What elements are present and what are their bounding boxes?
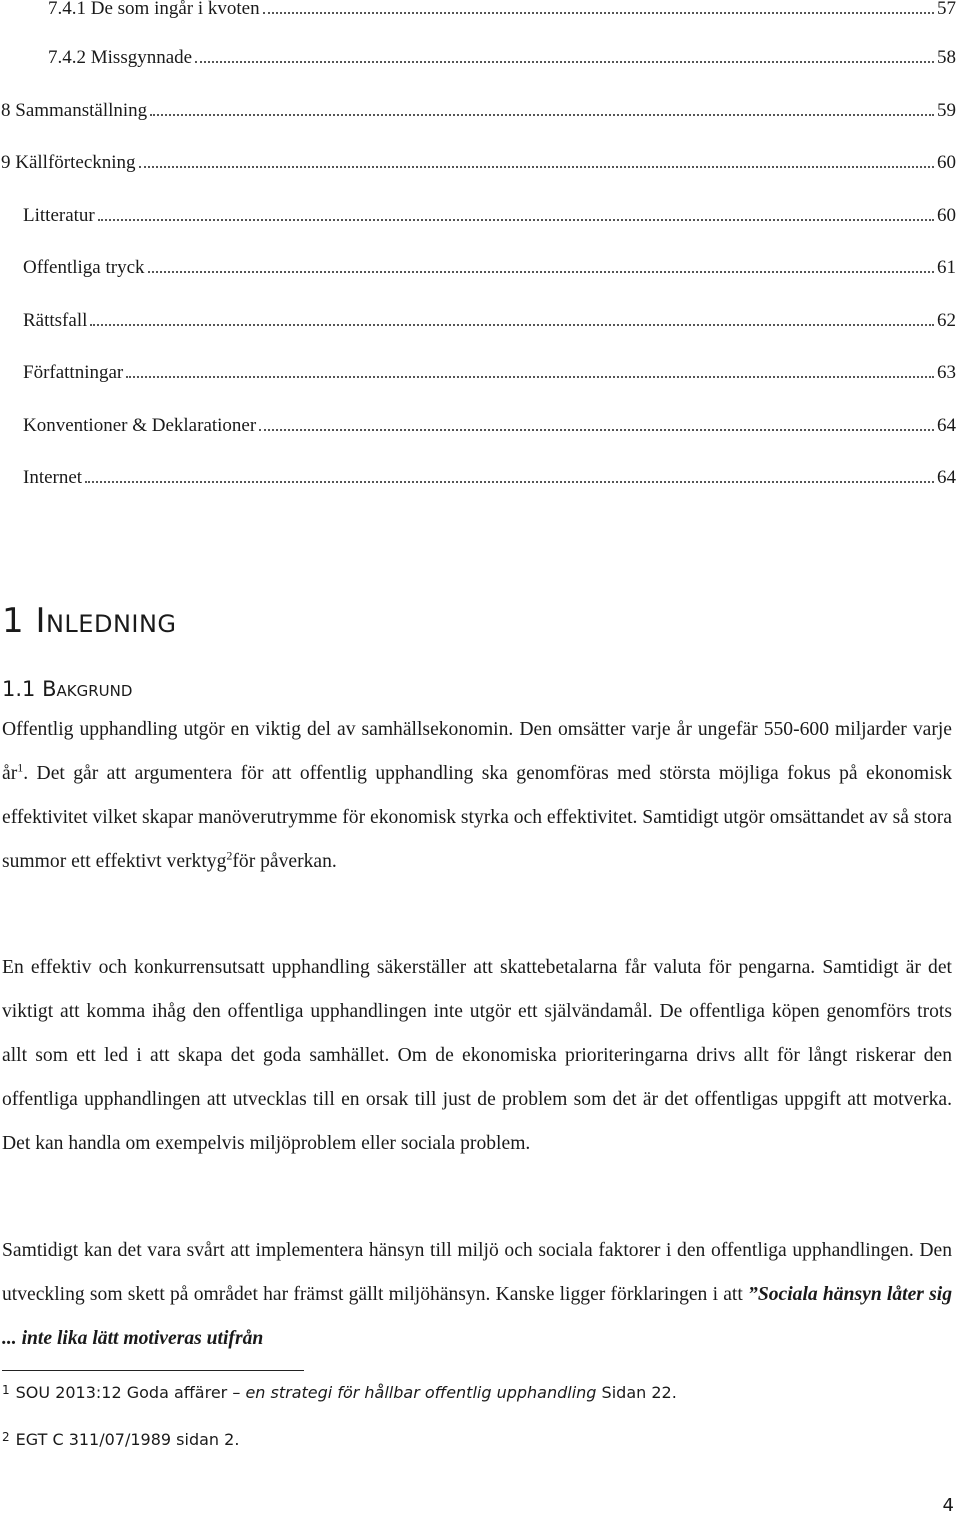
toc-dot-leader: [259, 429, 934, 431]
toc-entry-label: Konventioner & Deklarationer: [23, 415, 257, 436]
footnote-text: EGT C 311/07/1989 sidan 2.: [15, 1430, 240, 1449]
paragraph-background: [2, 708, 952, 884]
toc-dot-leader: [148, 271, 934, 273]
page-number: 4: [942, 1495, 954, 1516]
chapter-heading: [2, 601, 177, 641]
paragraph-efficiency: [2, 946, 952, 1166]
footnote-1: [2, 1383, 677, 1402]
footnote-ref-2[interactable]: 2: [226, 848, 233, 863]
toc-dot-leader: [98, 219, 934, 221]
footnote-italic-text: en strategi för hållbar offentlig upphandling: [245, 1383, 597, 1402]
toc-entry-page: 62: [937, 310, 956, 331]
section-heading: [2, 677, 132, 701]
toc-entry-label: Offentliga tryck: [23, 257, 145, 278]
footnote-number: 2: [2, 1430, 10, 1444]
toc-entry-page: 64: [937, 415, 956, 436]
toc-dot-leader: [195, 61, 934, 63]
paragraph-social-considerations: [2, 1229, 952, 1361]
toc-entry-label: 7.4.2 Missgynnade: [48, 47, 193, 68]
toc-entry[interactable]: [23, 310, 956, 338]
paragraph-text: . Det går att argumentera för att offentlig upphandling ska genomföras med största möjliga fokus på ekonomisk effektivitet vilket skapar manöverutrymme för ekonomisk styrka och effektivitet. Samtidigt utgör omsättandet av så stora summor ett effektivt verktyg: [2, 763, 952, 872]
footnote-text: Sidan 22.: [596, 1383, 677, 1402]
toc-entry-page: 61: [937, 257, 956, 278]
footnote-text: SOU 2013:12 Goda affärer –: [15, 1383, 246, 1402]
toc-entry[interactable]: [23, 205, 956, 233]
toc-entry-page: 58: [937, 47, 956, 68]
footnote-2: [2, 1430, 239, 1449]
toc-dot-leader: [85, 481, 934, 483]
toc-dot-leader: [139, 166, 934, 168]
toc-entry-label: 8 Sammanställning: [1, 100, 148, 121]
section-number: 1.1: [2, 677, 36, 701]
toc-entry[interactable]: [23, 467, 956, 495]
toc-dot-leader: [263, 12, 934, 14]
toc-entry-page: 60: [937, 152, 956, 173]
footnote-number: 1: [2, 1383, 10, 1397]
toc-entry[interactable]: [48, 47, 956, 75]
toc-entry-label: Internet: [23, 467, 83, 488]
footnote-separator: [2, 1370, 304, 1371]
toc-entry-page: 57: [937, 0, 956, 19]
chapter-title: Inledning: [35, 601, 177, 641]
section-title: Bakgrund: [42, 677, 133, 701]
footnote-ref-1[interactable]: 1: [17, 760, 24, 775]
chapter-number: 1: [2, 601, 25, 641]
toc-entry-page: 60: [937, 205, 956, 226]
toc-entry-page: 59: [937, 100, 956, 121]
toc-entry-label: Författningar: [23, 362, 124, 383]
paragraph-text: Samtidigt kan det vara svårt att implementera hänsyn till miljö och sociala faktorer i den offentliga upphandlingen. Den utveckling som skett på området har främst gällt miljöhänsyn. Kanske ligger förklaringen i att: [2, 1240, 952, 1305]
toc-entry-label: Litteratur: [23, 205, 95, 226]
toc-entry[interactable]: [48, 0, 956, 26]
toc-entry-label: 7.4.1 De som ingår i kvoten: [48, 0, 260, 19]
paragraph-text: En effektiv och konkurrensutsatt upphandling säkerställer att skattebetalarna får valuta för pengarna. Samtidigt är det viktigt att komma ihåg den offentliga upphandlingen inte utgör ett självändamål. De offentliga köpen genomförs trots allt som ett led i att skapa det goda samhället. Om de ekonomiska prioriteringarna drivs allt för långt riskerar den offentliga upphandlingen att utvecklas till en orsak till just de problem som det är det offentligas uppgift att motverka. Det kan handla om exempelvis miljöproblem eller sociala problem.: [2, 957, 952, 1154]
toc-entry[interactable]: [23, 257, 956, 285]
toc-entry[interactable]: [23, 362, 956, 390]
toc-entry-page: 63: [937, 362, 956, 383]
toc-dot-leader: [90, 324, 934, 326]
toc-entry-label: Rättsfall: [23, 310, 88, 331]
toc-entry-label: 9 Källförteckning: [1, 152, 136, 173]
toc-entry[interactable]: [1, 100, 956, 128]
toc-entry[interactable]: [23, 415, 956, 443]
paragraph-text: Offentlig upphandling utgör en viktig del av samhällsekonomin. Den omsätter varje år ungefär 550-600 miljarder varje år: [2, 719, 952, 784]
toc-dot-leader: [126, 376, 934, 378]
toc-entry[interactable]: [1, 152, 956, 180]
toc-entry-page: 64: [937, 467, 956, 488]
paragraph-text: för påverkan.: [232, 851, 337, 872]
toc-dot-leader: [150, 114, 934, 116]
quote-text: ”Sociala hänsyn låter sig ... inte lika lätt motiveras utifrån: [2, 1284, 953, 1349]
